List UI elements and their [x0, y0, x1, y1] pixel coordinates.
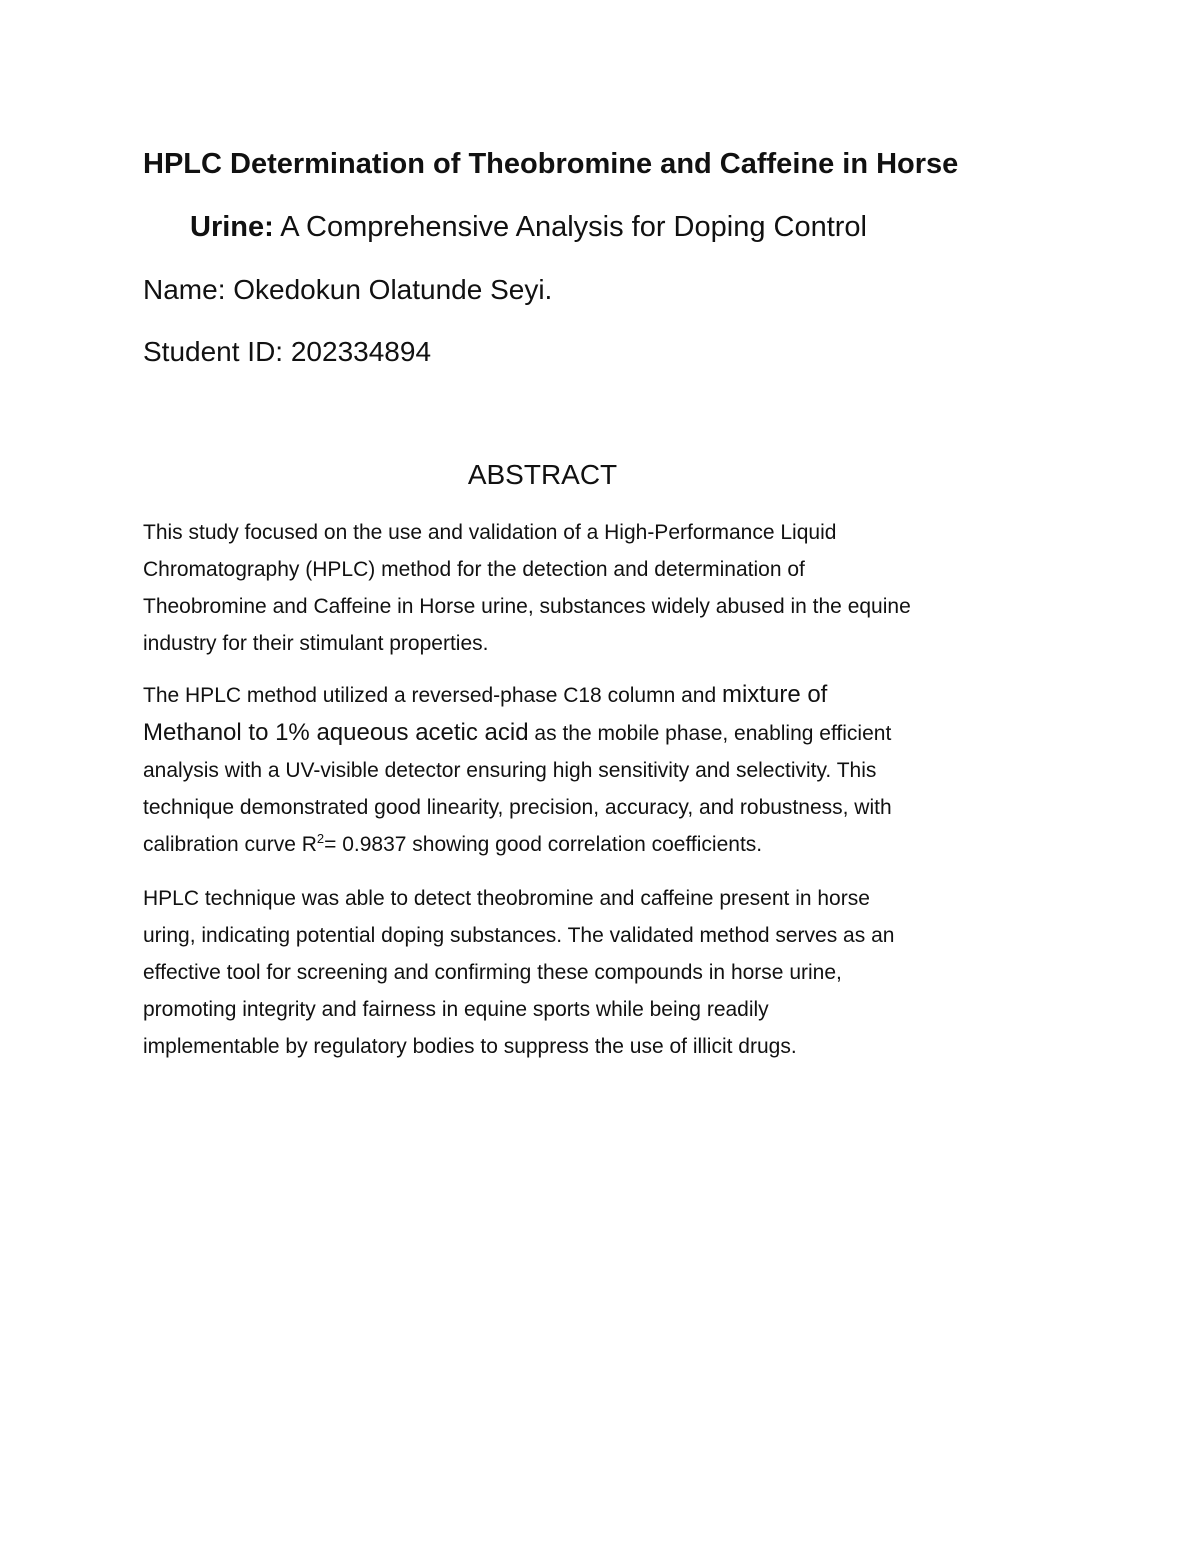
paragraph-line: [143, 714, 1078, 752]
paragraph-line: Theobromine and Caffeine in Horse urine, substances widely abused in the equine: [143, 595, 911, 618]
abstract-heading: ABSTRACT: [467, 459, 618, 490]
title-line-2-bold: Urine:: [190, 211, 274, 243]
paragraph-line: industry for their stimulant properties.: [143, 632, 489, 655]
paragraph-line: technique demonstrated good linearity, precision, accuracy, and robustness, with: [143, 796, 892, 819]
paragraph-text-large: Methanol to 1% aqueous acetic acid: [143, 719, 529, 746]
paragraph-line: analysis with a UV-visible detector ensuring high sensitivity and selectivity. This: [143, 759, 877, 782]
paragraph-line: Chromatography (HPLC) method for the detection and determination of: [143, 558, 805, 581]
paragraph-text: as the mobile phase, enabling efficient: [528, 722, 892, 745]
paragraph-text-large: mixture of: [721, 681, 828, 708]
title-line-2-rest: A Comprehensive Analysis for Doping Control: [273, 211, 867, 243]
title-line-1: HPLC Determination of Theobromine and Caffeine in Horse: [143, 148, 959, 180]
paragraph-line: This study focused on the use and validation of a High-Performance Liquid: [143, 521, 837, 544]
author-name: Name: Okedokun Olatunde Seyi.: [143, 274, 553, 305]
paragraph-line: promoting integrity and fairness in equine sports while being readily: [143, 998, 769, 1021]
paragraph-line: implementable by regulatory bodies to suppress the use of illicit drugs.: [143, 1035, 797, 1058]
abstract-paragraph-2: [143, 676, 1078, 863]
paragraph-line: [143, 676, 1078, 714]
paragraph-line: effective tool for screening and confirming these compounds in horse urine,: [143, 961, 842, 984]
paragraph-text: calibration curve R: [143, 833, 317, 856]
student-id: Student ID: 202334894: [143, 336, 432, 367]
abstract-paragraph-1: [143, 514, 1078, 662]
paragraph-text: = 0.9837 showing good correlation coefficients.: [324, 833, 763, 856]
title-line-2: [190, 209, 867, 245]
paragraph-line: uring, indicating potential doping substances. The validated method serves as an: [143, 924, 895, 947]
abstract-paragraph-3: [143, 880, 1078, 1065]
paragraph-line: HPLC technique was able to detect theobromine and caffeine present in horse: [143, 887, 870, 910]
paragraph-line: [143, 826, 1078, 863]
paragraph-text: The HPLC method utilized a reversed-phase C18 column and: [143, 684, 722, 707]
superscript: 2: [316, 831, 325, 846]
